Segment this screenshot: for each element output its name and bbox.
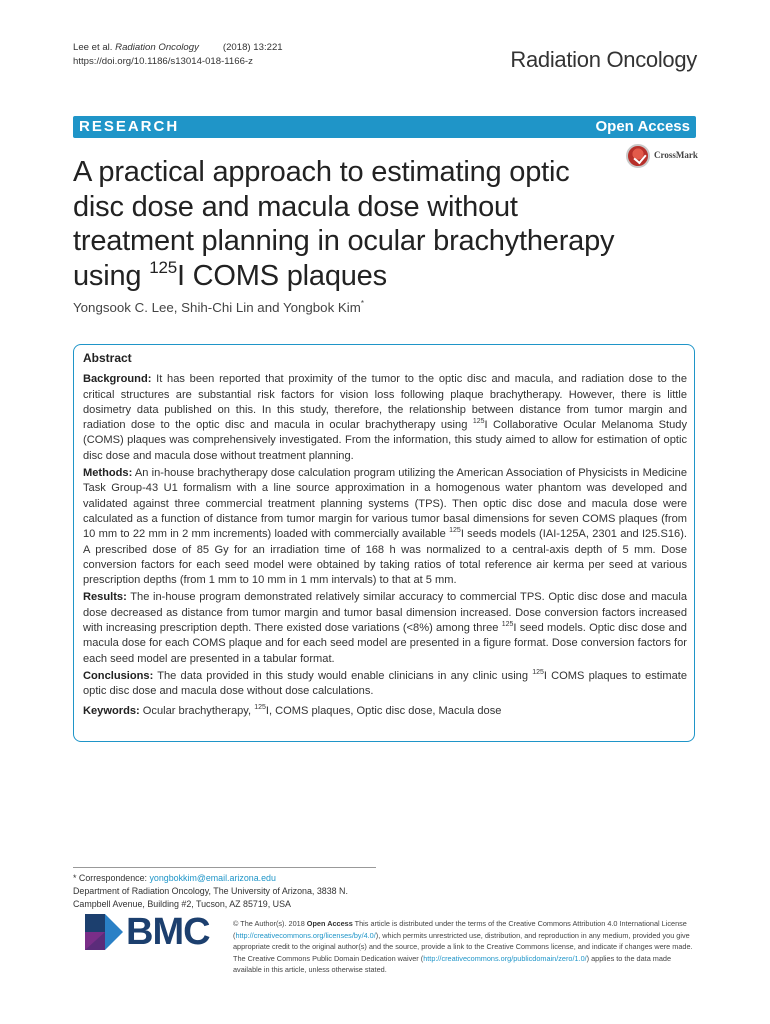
superscript: 125: [449, 527, 461, 535]
article-type-label: RESEARCH: [79, 118, 180, 135]
citation-header: [73, 41, 283, 69]
license-part: ), which permits unrestricted use, distribution, and reproduction in any medium, provided you give appropriate credit to the original author(s) and the source, provide a link to the Creative Commons license, and indicate if changes were made. The Creative Commons Public Domain Dedication waiver (: [233, 930, 693, 963]
superscript: 125: [532, 668, 544, 676]
correspondence-note: [73, 872, 348, 911]
crossmark-label: CrossMark: [654, 150, 698, 160]
title-superscript: 125: [149, 257, 177, 277]
abstract-content: [83, 351, 687, 721]
affiliation-line: Campbell Avenue, Building #2, Tucson, AZ 85719, USA: [73, 899, 291, 909]
journal-name: Radiation Oncology: [510, 47, 697, 72]
section-text: I Collaborative Ocular Melanoma Study (COMS) plaques was comprehensively investigated. From the information, this study aimed to allow for estimation of optic disc dose and macula dose without treatment planning.: [83, 419, 687, 462]
title-text: I COMS plaques: [176, 259, 387, 292]
section-label: Results:: [83, 591, 127, 604]
section-label: Keywords:: [83, 704, 140, 717]
section-text: I seeds models (IAI-125A, 2301 and I25.S16). A prescribed dose of 85 Gy for an irradiation time of 168 h was normalized to a central-axis depth of 5 mm. Dose conversion factors for each seed model were obtained by taking ratios of total reference air kerma per seed at various prescription depths (from 1 mm to 10 mm in 1 mm intervals) to that at 5 mm.: [83, 528, 687, 587]
affiliation-line: Department of Radiation Oncology, The University of Arizona, 3838 N.: [73, 886, 348, 896]
article-title: [73, 155, 633, 293]
author-list: [73, 300, 364, 315]
correspondence-label: * Correspondence:: [73, 873, 150, 883]
title-line: A practical approach to estimating optic: [73, 156, 570, 188]
abstract-conclusions: [83, 669, 687, 700]
superscript: 125: [472, 418, 485, 426]
citation-year-volume: (2018) 13:221: [222, 42, 283, 53]
citation-journal: Radiation Oncology: [115, 42, 199, 53]
abstract-results: [83, 590, 687, 666]
abstract-box: [73, 344, 695, 742]
section-text: I seed models. Optic disc dose and macula dose for each COMS plaque and for each seed model are presented in a figure format. Dose conversion factors for each seed model are presented in a tabular format.: [83, 622, 687, 665]
section-label: Background:: [83, 373, 152, 386]
section-text: I, COMS plaques, Optic disc dose, Macula dose: [265, 704, 502, 717]
superscript: 125: [254, 703, 266, 711]
footnote-divider: [73, 867, 376, 868]
open-access-label: Open Access: [595, 118, 690, 135]
abstract-background: [83, 372, 687, 464]
license-link[interactable]: http://creativecommons.org/licenses/by/4.0/: [235, 930, 376, 940]
bmc-logo-text: BMC: [126, 911, 210, 953]
license-open-access: Open Access: [306, 919, 353, 928]
section-label: Methods:: [83, 467, 133, 480]
abstract-methods: [83, 466, 687, 588]
section-label: Conclusions:: [83, 669, 154, 682]
title-text: using: [73, 259, 150, 292]
doi-link[interactable]: https://doi.org/10.1186/s13014-018-1166-z: [73, 56, 253, 67]
citation-authors: Lee et al.: [73, 42, 113, 53]
license-text: [233, 918, 698, 976]
corresponding-marker: *: [360, 299, 364, 308]
license-link[interactable]: http://creativecommons.org/publicdomain/zero/1.0/: [423, 953, 587, 963]
title-line: treatment planning in ocular brachytherapy: [73, 225, 615, 257]
abstract-heading: Abstract: [83, 351, 132, 365]
superscript: 125: [501, 621, 514, 629]
correspondence-email[interactable]: yongbokkim@email.arizona.edu: [149, 873, 276, 883]
title-line: disc dose and macula dose without: [73, 190, 518, 223]
section-text: The in-house program demonstrated relatively similar accuracy to commercial TPS. Optic disc dose and macula dose decreased as distance from tumor margin and tumor basal dimension increased. Dose conversion factors increased with increasing prescription depth. There existed dose variations (<8%) among three: [83, 591, 687, 635]
bmc-logo-icon: [85, 914, 123, 950]
section-text: It has been reported that proximity of the tumor to the optic disc and macula, and radiation dose to the critical structures are substantial risk factors for vision loss following plaque brachytherapy. However, there is little dosimetry data published on this. In this study, therefore, the relationship between distance from tumor margin and radiation dose to the optic disc and macula in ocular brachytherapy using: [83, 373, 687, 432]
bmc-logo: [85, 911, 220, 953]
section-text: An in-house brachytherapy dose calculation program utilizing the American Association of Physicists in Medicine Task Group-43 U1 formalism with a line source approximation in a homogenous water phantom was developed and validated against three commercial treatment planning systems (TPS). Then optic disc dose and macula dose were calculated as a function of distance from tumor margin for various tumor basal dimensions for seven COMS plaques (from 10 mm to 22 mm in 2 mm increments) loaded with commercially available: [83, 467, 687, 541]
article-type-banner: [73, 116, 696, 138]
crossmark-badge[interactable]: [626, 144, 698, 174]
section-text: Ocular brachytherapy,: [139, 704, 255, 717]
authors-text: Yongsook C. Lee, Shih-Chi Lin and Yongbok Kim: [73, 300, 361, 315]
section-text: The data provided in this study would enable clinicians in any clinic using: [153, 669, 533, 682]
section-text: I COMS plaques to estimate optic disc dose and macula dose without dose calculations.: [83, 669, 687, 698]
title-line: [73, 259, 633, 294]
license-part: ) applies to the data made available in this article, unless otherwise stated.: [233, 953, 672, 975]
license-part: This article is distributed under the terms of the Creative Commons Attribution 4.0 International License (: [233, 919, 687, 940]
abstract-keywords: [83, 704, 687, 719]
license-part: © The Author(s). 2018: [233, 919, 307, 928]
